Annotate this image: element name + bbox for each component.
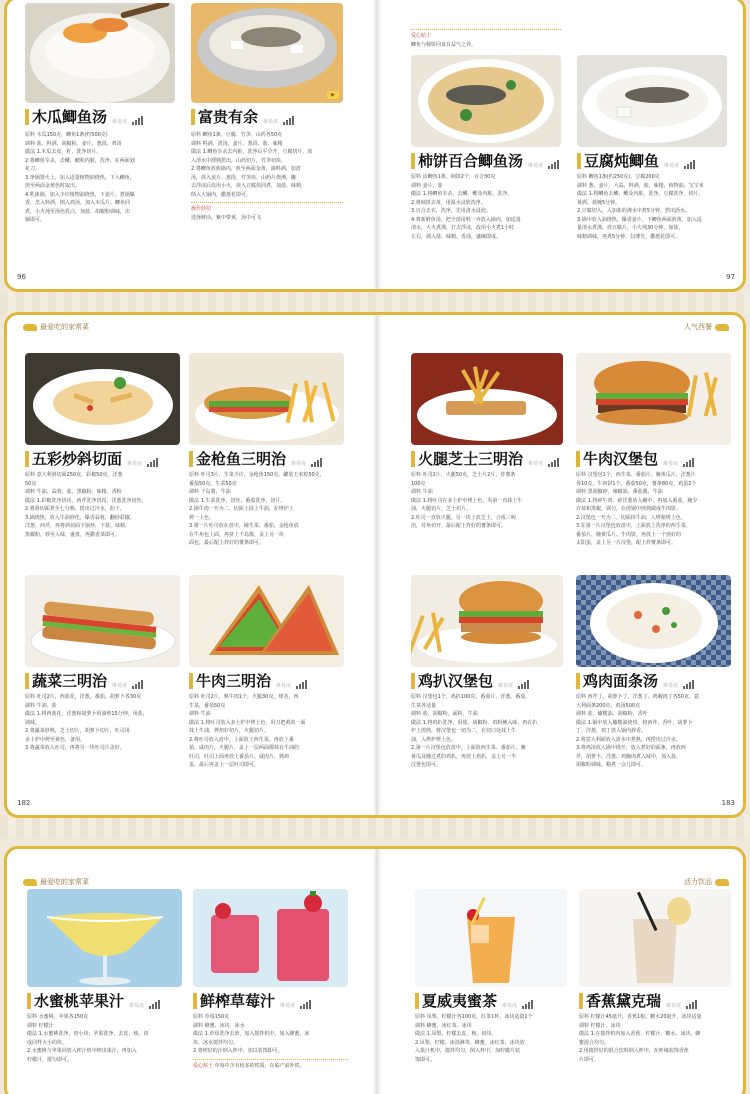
recipe-line: 入果汁机中，搅拌均匀，倒入杯中，加柠檬片装 [415, 1048, 521, 1054]
recipe-card [25, 575, 180, 795]
recipe-line: 原料 西芹丁、胡萝卜丁、洋葱丁、鸡胸肉丁各50克，意 [576, 694, 699, 700]
recipe-line: 原料 吐司2片，熟牛肉1个，火腿30克，球茎，西 [189, 694, 299, 700]
papaya-fish-soup-photo [25, 3, 175, 103]
recipe-line: 2.将鲫鱼宰杀，去鳞、鳃和内脏，洗净，在两面划 [25, 157, 135, 164]
dish-photo [25, 353, 180, 445]
recipe-body [411, 173, 561, 273]
recipe-line: 柠檬汁，搅匀即可。 [27, 1056, 73, 1063]
recipe-line: 2.凤梨、柠檬、冰淇淋等、蜂蜜、冰红茶、冰块放 [415, 1039, 525, 1046]
page-number: 97 [726, 273, 735, 281]
recipe-line: 做法 1.将鲫鱼宰杀，去鳞、鳃及内脏，洗净。 [411, 191, 513, 197]
tip-label: 操作妙招 [191, 206, 212, 212]
recipe-line: 调料 葱、姜片、大蒜、料酒、盐、味精、植物油、宝宝米 [577, 182, 704, 189]
recipe-body [576, 693, 731, 793]
page-number: 96 [17, 273, 26, 281]
recipe-line: 各10克，牛肉饼1个，番茄50克，薯条80克，鸡蛋2个 [576, 480, 697, 487]
page-left [7, 0, 373, 289]
recipe-line: 蛋，最后再盖上一层吐司即可。 [189, 762, 260, 768]
recipe-line: 3.在第一片汉堡包放盘中，上面放上洗净的西生菜， [576, 523, 691, 529]
recipe-line: 调料 柠檬汁 [27, 1022, 54, 1029]
recipe-line: 原料 水蜜桃、苹果各150克 [27, 1014, 89, 1020]
recipe-line: 花刀。 [25, 166, 41, 172]
recipe-line: 4.将新鲜鱼汤，把全部用料一齐放入锅内，加适量 [411, 216, 521, 223]
recipe-line: 3.锅烧热，放入牛油炒化，爆香蒜蓉，翻炒彩椒、 [25, 514, 135, 521]
difficulty-label: 难易度 [129, 1003, 145, 1009]
recipe-line: 2.第一片汉堡包放盘中，上面放西生菜、番茄片、腌 [411, 745, 526, 751]
recipe-card [193, 889, 348, 1094]
difficulty-label: 难易度 [291, 461, 307, 467]
recipe-line: 量清水煮沸，放豆腐片，小火炖30分钟，加盐， [577, 225, 684, 231]
recipe-line: 做法 1.将西蓝花，洋葱和胡萝卜用油炒15分钟，用盐， [25, 711, 148, 717]
recipe-card [576, 575, 731, 795]
recipe-body [411, 471, 563, 571]
difficulty-label: 难易度 [666, 1003, 682, 1009]
tofu-fish-stew-photo [577, 55, 727, 147]
recipe-line: 2.将榨好的汁倒入杯中，加以装饰即可。 [193, 1048, 283, 1054]
recipe-line: 治，对角切开，最后配上炸好的薯条即可。 [411, 523, 507, 529]
running-head [23, 877, 89, 887]
chicken-noodle-soup-photo [576, 575, 731, 667]
recipe-line: 2.汉堡包一开为二，切面抹牛油，入烤箱烤上色。 [576, 514, 686, 521]
recipe-line: 3.将一片吐司放在盘中，铺生菜、番茄，金枪鱼放 [189, 523, 299, 529]
recipe-line: 调料 蜂蜜、冰块、冰水 [193, 1022, 245, 1029]
recipe-line: 黑椒粉，炒至入味，盛盘，再撒香菜即可。 [25, 531, 121, 538]
recipe-body [27, 1013, 182, 1093]
difficulty-bars-icon [149, 1000, 160, 1009]
recipe-body [193, 1013, 348, 1093]
recipe-line: 2.水蜜桃与苹果同放入榨汁机中榨出果汁，再加入 [27, 1048, 137, 1054]
recipe-line: 油，入烤炉烤上色。 [411, 736, 457, 743]
recipe-line: 面包，最后配上炸好的薯条即可。 [189, 540, 265, 546]
recipe-line: 调料 盐、胡椒粉、面粉、牛油 [411, 711, 478, 717]
recipe-card [579, 889, 731, 1094]
difficulty-label: 难易度 [127, 461, 143, 467]
recipe-line: 做法 1.在搅拌机内加入香蕉、柠檬汁、糖水、冰块、蜂 [579, 1031, 701, 1037]
recipe-card [25, 3, 175, 273]
tip-text: 草莓中含有较多的铁质，在临产前补铁。 [214, 1062, 305, 1069]
recipe-line: 2.将斜切面煮至七分熟，捞出过冷水，沥干。 [25, 506, 125, 512]
recipe-line: 2.吐司一直放火腿，另一块上放芝士，合成三明 [411, 514, 516, 521]
recipe-line: 左右，调入盐、味精、香油，盛碗即成。 [411, 233, 502, 240]
video-badge-icon: ▶ [327, 91, 339, 99]
tip-box [191, 202, 343, 222]
recipe-line: 2.将鲫鱼放煎锅内，煎至两面金黄，滴料酒，加清 [191, 166, 301, 172]
recipe-line: 味精调味，再煮5分钟，勾薄芡，撒葱花即可。 [577, 233, 681, 240]
recipe-line: 生菜各适量 [411, 702, 437, 709]
recipe-line: 胡椒粉调味，稍煮一会儿即可。 [576, 762, 647, 768]
recipe-line: 3.百合去衣，洗净，先用清水浸泡。 [411, 208, 491, 214]
recipe-line: 原料 草莓150克 [193, 1014, 230, 1020]
recipe-line: 烤一上色。 [189, 514, 215, 521]
persimmon-fish-soup-photo [411, 55, 561, 147]
recipe-line: 煎至两面金黄色时取出。 [25, 183, 81, 189]
dish-photo [411, 353, 563, 445]
recipe-title: 鸡扒汉堡包 [418, 672, 494, 690]
recipe-line: 调料 蜂蜜、冰红茶、冰块 [415, 1022, 472, 1029]
running-head [23, 322, 89, 332]
recipe-line: 大利面条200克，鸡汤500克 [576, 702, 641, 709]
recipe-card [576, 353, 731, 573]
difficulty-bars-icon [300, 1000, 311, 1009]
recipe-line: 多士炉中烤至黄色，备用。 [25, 736, 86, 743]
recipe-line: 调料 牛油 [411, 489, 433, 495]
recipe-line: 2.将柿饼去蒂，用温水浸软洗净。 [411, 199, 486, 206]
recipe-line: 油，火腿切片，芝士切片。 [411, 506, 472, 512]
difficulty-bars-icon [283, 116, 294, 125]
recipe-line: 番茄50克，生菜50克 [189, 480, 237, 487]
recipe-line: 3.将鸡汤放入锅中烧开，放入煮好的面条，再放西 [576, 745, 686, 751]
recipe-line: 原料 汉堡包1个，西生菜、番茄片、腌黄瓜片、洋葱片 [576, 472, 696, 478]
beef-sandwich-photo [189, 575, 344, 667]
recipe-line: 黄酒、盐腌5分钟。 [577, 199, 621, 206]
recipe-title: 富贵有余 [198, 108, 259, 126]
difficulty-label: 难易度 [263, 119, 279, 125]
recipe-title: 香蕉黛克瑞 [586, 992, 662, 1010]
running-head-text: 活力饮品 [684, 878, 712, 886]
running-head [684, 877, 729, 887]
recipe-line: 做法 1.凤梨、柠檬去皮，核，切块。 [415, 1031, 497, 1037]
dish-photo [576, 575, 731, 667]
recipe-line: 调料 牛油、盐 [25, 702, 57, 709]
recipe-card [27, 889, 182, 1094]
difficulty-label: 难易度 [498, 683, 514, 689]
recipe-line: 原料 吐司2片，火腿50克，芝士片2片，炸薯条 [411, 472, 516, 478]
running-head [684, 322, 729, 332]
recipe-line: 抹上牛油，烤焙好切片，火腿切片。 [189, 728, 270, 734]
tip-label: 爱心贴士 [193, 1062, 214, 1069]
recipe-line: 2.将吐司放入盘中，上面放上西生菜，再放上番 [189, 736, 294, 743]
book-spine [373, 0, 383, 289]
recipe-line: 调料 黑胡椒碎、辣椒油、番茄酱、牛油 [576, 489, 663, 495]
chicken-burger-photo [411, 575, 563, 667]
recipe-body [576, 471, 731, 571]
recipe-line: 调料 牛油、蒜蓉、盐、黑椒粉、味精、香粉 [25, 489, 122, 495]
recipe-line: 清水，大火煮沸，打去浮沫，改用小火煮1小时 [411, 225, 515, 231]
recipe-line: 3.锅中放入油烧热，爆香姜片，下鲫鱼两面煎黄，加入适 [577, 216, 702, 223]
page-left [7, 315, 373, 815]
recipe-body [411, 693, 563, 793]
running-head-text: 最爱吃的家常菜 [40, 878, 89, 886]
recipe-line: 做法 1.木瓜去皮，籽，洗净切片。 [25, 149, 102, 155]
recipe-line: 做法 1.将吐司在多士炉中烤上色，夹第一直抹上牛 [411, 497, 523, 504]
page-left [7, 849, 373, 1094]
recipe-card [189, 353, 344, 573]
recipe-line: 生菜，番茄50克 [189, 702, 226, 709]
drink-photo [193, 889, 348, 987]
drink-photo [415, 889, 567, 987]
dish-photo [25, 575, 180, 667]
page-right [383, 315, 745, 815]
difficulty-label: 难易度 [112, 683, 128, 689]
running-head-text: 人气西餐 [684, 323, 712, 331]
drink-photo [27, 889, 182, 987]
difficulty-bars-icon [683, 680, 694, 689]
recipe-line: 调料 姜片、盐 [411, 182, 443, 189]
recipe-line: 4.乳钵锅，加入少许植物油烧热，下姜片，煮锅爆 [25, 191, 135, 198]
recipe-line: 成同样大小的块。 [27, 1039, 68, 1046]
recipe-line: 茄、咸肉片、火腿片，盖上一层两面都抹有牛油的 [189, 745, 300, 751]
tuna-sandwich-photo [189, 353, 344, 445]
dish-photo [191, 3, 343, 103]
difficulty-label: 难易度 [276, 683, 292, 689]
recipe-line: 做法 1.将鲫鱼去鳞，鳃及内脏，洗净。豆腐洗净，切片， [577, 191, 704, 197]
recipe-card [411, 353, 563, 573]
difficulty-label: 难易度 [502, 1003, 518, 1009]
recipe-line: 100克 [411, 480, 426, 487]
recipe-line: 原料 吐司3片，生菜少许，金枪鱼150克，罐装玉米粒50克， [189, 472, 325, 478]
recipe-line: 3.将蔬菜放入吐司，再将另一块吐司片盖好。 [25, 745, 125, 751]
difficulty-label: 难易度 [663, 461, 679, 467]
recipe-line: 饰即可。 [415, 1056, 436, 1063]
recipe-title: 鲜榨草莓汁 [200, 992, 276, 1010]
recipe-line: 许盐和黑椒，调匀，在煎锅中煎熟做成牛肉饼。 [576, 506, 682, 512]
recipe-title: 夏威夷蜜茶 [422, 992, 498, 1010]
recipe-line: 做法 1.锅中放入橄榄油烧热，将西芹、香叶、胡萝卜 [576, 719, 693, 726]
recipe-line: 做法 1.彩椒洗净切块，西芹洗净切段，洋葱洗净切丝。 [25, 497, 147, 504]
recipe-title: 木瓜鲫鱼汤 [32, 108, 108, 126]
recipe-line: 原料 鲫鱼1条(约250克)，豆腐200克 [577, 174, 660, 180]
recipe-line: 锅即可。 [25, 217, 46, 223]
difficulty-label: 难易度 [663, 683, 679, 689]
recipe-line: 原料 吐司2片，西蓝花，洋葱，番茄，胡萝卜各30克 [25, 694, 142, 700]
recipe-line: 调料 盐、料酒、胡椒粉、姜片、葱段、鸡汤 [25, 140, 122, 147]
recipe-line: 煮，小火炖至汤色乳白，加盐、胡椒粉调味，出 [25, 208, 131, 215]
recipe-line: 片即可。 [579, 1056, 600, 1063]
recipe-line: 吐司，吐司上面再放上番茄片、咸肉片、熟鸡 [189, 753, 290, 760]
page-number: 182 [17, 799, 31, 807]
recipe-line: 原料 鲫鱼1条，豆腐、竹笋、山药各50克 [191, 132, 283, 138]
recipe-line: 倒入大锅内，撒葱花即可。 [191, 191, 252, 198]
recipe-title: 豆腐炖鲫鱼 [584, 152, 660, 170]
recipe-line: 做法 1.草莓洗净去蒂，加入搅拌机中，加入蜂蜜、冰 [193, 1031, 310, 1037]
difficulty-bars-icon [147, 458, 158, 467]
recipe-line: 块、冰水搅拌均匀。 [193, 1039, 239, 1046]
dish-photo [576, 353, 731, 445]
swoosh-icon [715, 324, 729, 331]
recipe-line: 做法 1.生菜洗净，切丝，番茄洗净，切片。 [189, 497, 286, 504]
recipe-card [577, 55, 727, 275]
banana-daiquiri-photo [579, 889, 731, 987]
recipe-line: 原料 活鲫鱼1条，柿饼2个，百合30克 [411, 174, 496, 180]
continued-text [411, 3, 561, 51]
book-spread-2 [4, 312, 746, 818]
dish-photo [577, 55, 727, 147]
recipe-line: 2.豆腐切入，入加盐的沸水中煮5分钟，捞出沥水。 [577, 208, 690, 214]
tip-label: 爱心贴士 [411, 33, 432, 39]
recipe-line: 原料 凤梨，柠檬汁各100克，红茶1杯，冰块适量1个 [415, 1014, 533, 1020]
recipe-body [25, 131, 175, 269]
running-head-text: 最爱吃的家常菜 [40, 323, 89, 331]
recipe-card [25, 353, 180, 573]
difficulty-label: 难易度 [112, 119, 128, 125]
recipe-title: 火腿芝士三明治 [418, 450, 524, 468]
recipe-line: 2.将意大利面放入清水中煮熟，再捞出过冷水。 [576, 736, 681, 743]
recipe-line: 调料 料酒、清汤、姜片、葱段、盐、味精 [191, 140, 283, 147]
recipe-line: 调味。 [25, 719, 41, 726]
recipe-line: 做法 1.鲫鱼宰杀去内脏，洗净后平分开，豆腐切片，放 [191, 149, 313, 155]
recipe-line: 做法 1.将碎牛肉、碎洋葱放入碗中，再加入番茄，腌少 [576, 497, 698, 504]
ham-cheese-sandwich-photo [411, 353, 563, 445]
difficulty-bars-icon [132, 680, 143, 689]
recipe-line: 调料 柠檬汁、冰块 [579, 1022, 621, 1029]
difficulty-bars-icon [684, 160, 695, 169]
recipe-body [25, 693, 180, 793]
recipe-body [189, 693, 344, 793]
hawaiian-honey-tea-photo [415, 889, 567, 987]
recipe-line: 做法 1.将鸡扒洗净，用盐、胡椒粉、鸡粉腌入味，再在扒 [411, 719, 538, 726]
vegetable-sandwich-photo [25, 575, 180, 667]
recipe-line: 洋葱、西芹，再将斜切面下锅炒，下盐、味精、 [25, 523, 131, 529]
tip-box [411, 29, 561, 49]
page-number: 183 [721, 799, 735, 807]
beef-burger-photo [576, 353, 731, 445]
recipe-line: 汉堡包即可。 [411, 762, 442, 768]
recipe-card [415, 889, 567, 1094]
recipe-body [191, 131, 343, 271]
swoosh-icon [23, 879, 37, 886]
recipe-line: 在牛角包上面，再挤上千岛酱，盖上另一块 [189, 531, 285, 538]
recipe-title: 金枪鱼三明治 [196, 450, 287, 468]
book-spine [373, 849, 383, 1094]
dish-photo [411, 575, 563, 667]
recipe-title: 水蜜桃苹果汁 [34, 992, 125, 1010]
recipe-line: 汤，放入姜片、葱段、竹笋块、山药片烧沸，撇 [191, 174, 297, 181]
fish-pot-photo [191, 3, 343, 103]
penne-pasta-photo [25, 353, 180, 445]
swoosh-icon [23, 324, 37, 331]
recipe-line: 做法 1.将吐司放入多士炉中烤上色，用刀把黄的一面 [189, 719, 306, 726]
recipe-title: 牛肉汉堡包 [583, 450, 659, 468]
difficulty-bars-icon [683, 458, 694, 467]
recipe-line: 炉上煎熟，将汉堡包一切为二，在切口处抹上牛 [411, 728, 517, 734]
recipe-line: 入清水中漂熟捞出，山药切片，竹笋切块。 [191, 157, 287, 164]
recipe-line: 蜜混合均匀。 [579, 1039, 610, 1046]
difficulty-bars-icon [522, 1000, 533, 1009]
recipe-line: 2.将蔬菜炒熟，芝士切片，胡萝卜切片，吐司用 [25, 728, 130, 734]
recipe-line: 调料 牛油 [189, 711, 211, 717]
recipe-line: 调料 盐、橄榄油、胡椒粉、香叶 [576, 711, 648, 717]
recipe-line: 原料 汉堡包1个，鸡扒100克，番茄片、洋葱、番茄、 [411, 694, 531, 700]
page-right [383, 0, 745, 289]
recipe-title: 五彩炒斜切面 [32, 450, 123, 468]
dish-photo [411, 55, 561, 147]
recipe-body [189, 471, 344, 571]
book-spread-3 [4, 846, 746, 1094]
tip-text: 选择鲜活、紫中带黄，汤中可飞 [191, 214, 262, 221]
recipe-card [189, 575, 344, 795]
tip-box [193, 1059, 348, 1071]
recipe-line: 2.锅牛肉一开为二，切面上抹上牛油，在烤炉上 [189, 506, 294, 512]
recipe-line: 太阳蛋，盖上另一片汉堡，配上炸薯条即可。 [576, 540, 677, 546]
difficulty-bars-icon [548, 160, 559, 169]
dish-photo [25, 3, 175, 103]
difficulty-label: 难易度 [664, 163, 680, 169]
peach-apple-juice-photo [27, 889, 182, 987]
recipe-line: 丁、洋葱，鸡丁放入锅内炒香。 [576, 728, 647, 734]
dish-photo [189, 575, 344, 667]
difficulty-label: 难易度 [280, 1003, 296, 1009]
recipe-line: 原料 柠檬汁45毫升，香蕉1根，糖水20毫升，冰块适量 [579, 1014, 702, 1020]
difficulty-bars-icon [518, 680, 529, 689]
tip-text: 鲫鱼与柿饼同食有益气之养。 [411, 41, 477, 48]
recipe-title: 牛肉三明治 [196, 672, 272, 690]
recipe-body [25, 471, 180, 571]
recipe-line: 做法 1.水蜜桃洗净，切小块；苹果洗净，去皮，核，切 [27, 1031, 149, 1037]
recipe-line: 黄瓜及腌过煮的鸡扒，再放上鸡扒，盖上另一半 [411, 753, 517, 760]
recipe-line: 3.净锅置火上，加入适量植物油烧热，下入鲫鱼， [25, 174, 135, 181]
recipe-line: 香，烹入料酒，倒入鸡汤，加入木瓜片、鲫鱼同 [25, 200, 131, 206]
difficulty-bars-icon [311, 458, 322, 467]
recipe-line: 50克 [25, 480, 37, 487]
swoosh-icon [715, 879, 729, 886]
recipe-card [411, 575, 563, 795]
difficulty-bars-icon [686, 1000, 697, 1009]
recipe-line: 芹，胡萝卜、洋葱、鸡胸肉煮入味中，加入盐、 [576, 753, 682, 760]
recipe-line: 2.用搅拌好的混合饮料倒入杯中，在杯缘装饰香蕉 [579, 1048, 689, 1054]
recipe-title: 柿饼百合鲫鱼汤 [418, 152, 524, 170]
recipe-body [577, 173, 727, 273]
recipe-card [191, 3, 343, 273]
recipe-line: 番茄片，腌黄瓜片、牛肉饼，再放上一个煎好的 [576, 531, 682, 538]
drink-photo [579, 889, 731, 987]
dish-photo [189, 353, 344, 445]
difficulty-label: 难易度 [528, 163, 544, 169]
book-spread-1 [4, 0, 746, 292]
recipe-title: 鸡肉面条汤 [583, 672, 659, 690]
difficulty-bars-icon [132, 116, 143, 125]
recipe-title: 蔬菜三明治 [32, 672, 108, 690]
recipe-body [415, 1013, 567, 1093]
recipe-line: 调料 千岛酱、牛油 [189, 489, 231, 495]
recipe-body [579, 1013, 731, 1093]
difficulty-bars-icon [548, 458, 559, 467]
recipe-line: 去浮沫后改用小火，放入豆腐块同煮，加盐、味精， [191, 183, 307, 189]
recipe-card [411, 55, 561, 275]
strawberry-juice-photo [193, 889, 348, 987]
recipe-line: 原料 意大利斜切面250克，彩椒50克，洋葱 [25, 472, 123, 478]
difficulty-label: 难易度 [528, 461, 544, 467]
book-spine [373, 315, 383, 815]
page-right [383, 849, 745, 1094]
difficulty-bars-icon [296, 680, 307, 689]
recipe-line: 原料 木瓜150克，鲫鱼1条(约500克) [25, 132, 108, 138]
